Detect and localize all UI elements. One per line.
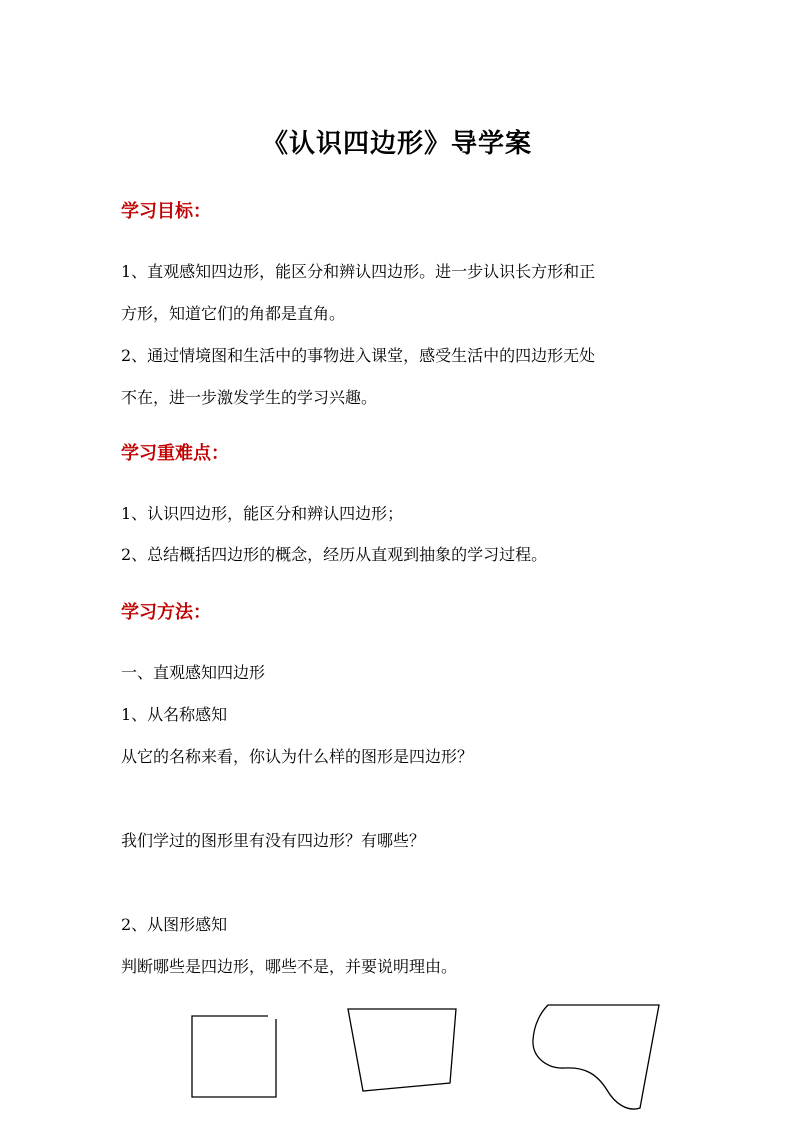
- key-point-1: 1、认识四边形，能区分和辨认四边形；: [121, 504, 404, 523]
- method-instruction: 判断哪些是四边形，哪些不是，并要说明理由。: [121, 957, 458, 976]
- method-question-1: 从它的名称来看，你认为什么样的图形是四边形？: [121, 747, 474, 766]
- open-square-shape-icon: [192, 1016, 276, 1097]
- key-points-heading: 学习重难点：: [121, 443, 229, 464]
- method-question-2: 我们学过的图形里有没有四边形？有哪些？: [121, 831, 426, 850]
- objectives-heading: 学习目标：: [121, 201, 211, 222]
- objective-2-line-2: 不在，进一步激发学生的学习兴趣。: [121, 388, 378, 407]
- curved-shape-icon: [533, 1005, 659, 1109]
- objective-1-line-2: 方形，知道它们的角都是直角。: [121, 304, 346, 323]
- method-step-2: 2、从图形感知: [121, 915, 228, 934]
- page-title: 《认识四边形》导学案: [261, 129, 532, 159]
- method-part-1: 一、直观感知四边形: [121, 663, 266, 682]
- method-step-1: 1、从名称感知: [121, 705, 228, 724]
- objective-2-line-1: 2、通过情境图和生活中的事物进入课堂，感受生活中的四边形无处: [121, 346, 596, 365]
- methods-heading: 学习方法：: [121, 602, 211, 623]
- objective-1-line-1: 1、直观感知四边形，能区分和辨认四边形。进一步认识长方形和正: [121, 262, 596, 281]
- key-point-2: 2、总结概括四边形的概念，经历从直观到抽象的学习过程。: [121, 545, 548, 564]
- irregular-quadrilateral-shape-icon: [348, 1009, 456, 1091]
- shapes-figure: [0, 990, 794, 1123]
